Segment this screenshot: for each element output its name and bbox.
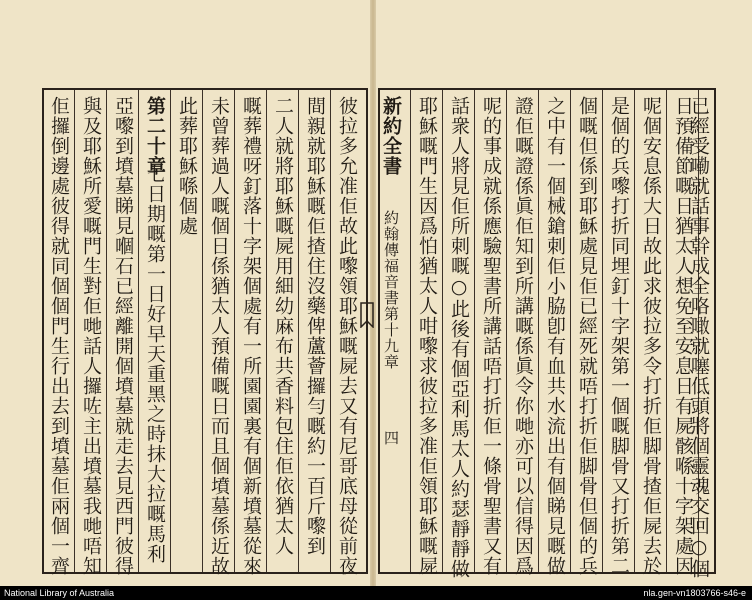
text-column: 日預備節嘅日猶太人想免至安息日有屍骸喺十字架處因 <box>672 96 694 576</box>
text-column: 未曾葬過人嘅個日係猶太人預備嘅日而且個墳墓係近故 <box>208 96 230 576</box>
column-rule <box>74 90 75 572</box>
text-column: 間親就耶穌嘅佢揸住沒藥俾蘆薈攞勻嘅約一百斤嚟到 <box>304 96 326 556</box>
column-rule <box>106 90 107 572</box>
text-column: 證佢嘅證係眞佢知到所講嘅係眞令你哋亦可以信得因爲 <box>512 96 534 576</box>
column-rule <box>570 90 571 572</box>
column-rule <box>538 90 539 572</box>
column-rule <box>634 90 635 572</box>
text-column: 亞嚟到墳墓睇見嗰石已經離開個墳墓就走去見西門彼得 <box>112 96 134 576</box>
text-column: 此葬耶穌喺個處 <box>176 96 198 236</box>
column-rule <box>266 90 267 572</box>
fish-tail-mark <box>360 302 374 328</box>
leaf-number: 四 <box>382 430 400 446</box>
column-rule <box>442 90 443 572</box>
column-rule <box>138 90 139 572</box>
text-column: 呢個安息係大日故此求彼拉多令打折佢脚骨揸佢屍去於 <box>640 96 662 576</box>
column-rule <box>202 90 203 572</box>
text-column: 七日期嘅第一日好早天重黑之時抹大拉嘅馬利 <box>144 164 166 564</box>
column-rule <box>298 90 299 572</box>
text-column: 個嘅但係到耶穌處見佢已經死就唔打折佢脚骨但個的兵 <box>576 96 598 576</box>
text-column: 與及耶穌所愛嘅門生對佢哋話人攞咗主出墳墓我哋唔知 <box>80 96 102 576</box>
text-column: 佢攞倒邊處彼得就同個個門生行出去到墳墓佢兩個一齊 <box>48 96 70 576</box>
column-rule <box>506 90 507 572</box>
column-rule <box>170 90 171 572</box>
chapter-heading: 第二十章 <box>144 96 166 176</box>
book-gutter <box>370 0 376 586</box>
center-title: 約翰傳福音書第十九章 <box>382 210 400 370</box>
text-column: 是個的兵嚟打折同埋釘十字架第一個嘅脚骨又打折第二 <box>608 96 630 576</box>
column-rule <box>602 90 603 572</box>
right-page-frame <box>378 88 716 579</box>
text-column: 二人就將耶穌嘅屍用細幼麻布共香料包住佢依猶太人 <box>272 96 294 556</box>
image-identifier: nla.gen-vn1803766-s46-e <box>643 588 746 598</box>
library-footer-bar <box>0 586 752 600</box>
library-credit: National Library of Australia <box>4 588 115 598</box>
text-column: 彼拉多允准佢故此嚟領耶穌嘅屍去又有尼哥底母從前夜 <box>336 96 358 576</box>
text-column: 耶穌嘅門生因爲怕猶太人咁嚟求彼拉多准佢領耶穌嘅屍 <box>416 96 438 576</box>
column-rule <box>474 90 475 572</box>
column-rule <box>666 90 667 572</box>
text-column: 嘅葬禮呀釘落十字架個處有一所園園裏有個新墳墓從來 <box>240 96 262 576</box>
text-column: 呢的事成就係應驗聖書所講話唔打折佢一條骨聖書又有 <box>480 96 502 576</box>
left-page-frame <box>42 88 368 574</box>
text-column: 之中有一個械鎗刺佢小脇卽有血共水流出有個睇見嘅做 <box>544 96 566 576</box>
running-title: 新約全書 <box>380 96 402 176</box>
column-rule <box>330 90 331 572</box>
column-rule <box>234 90 235 572</box>
text-column: 已經受嘞就話事幹成全咯噉就噻低頭將個靈魂交回○個 <box>688 96 710 579</box>
column-rule <box>410 90 411 572</box>
text-column: 話衆人將見佢所刺嘅○此後有個亞利馬太人約瑟靜靜做 <box>448 96 470 579</box>
